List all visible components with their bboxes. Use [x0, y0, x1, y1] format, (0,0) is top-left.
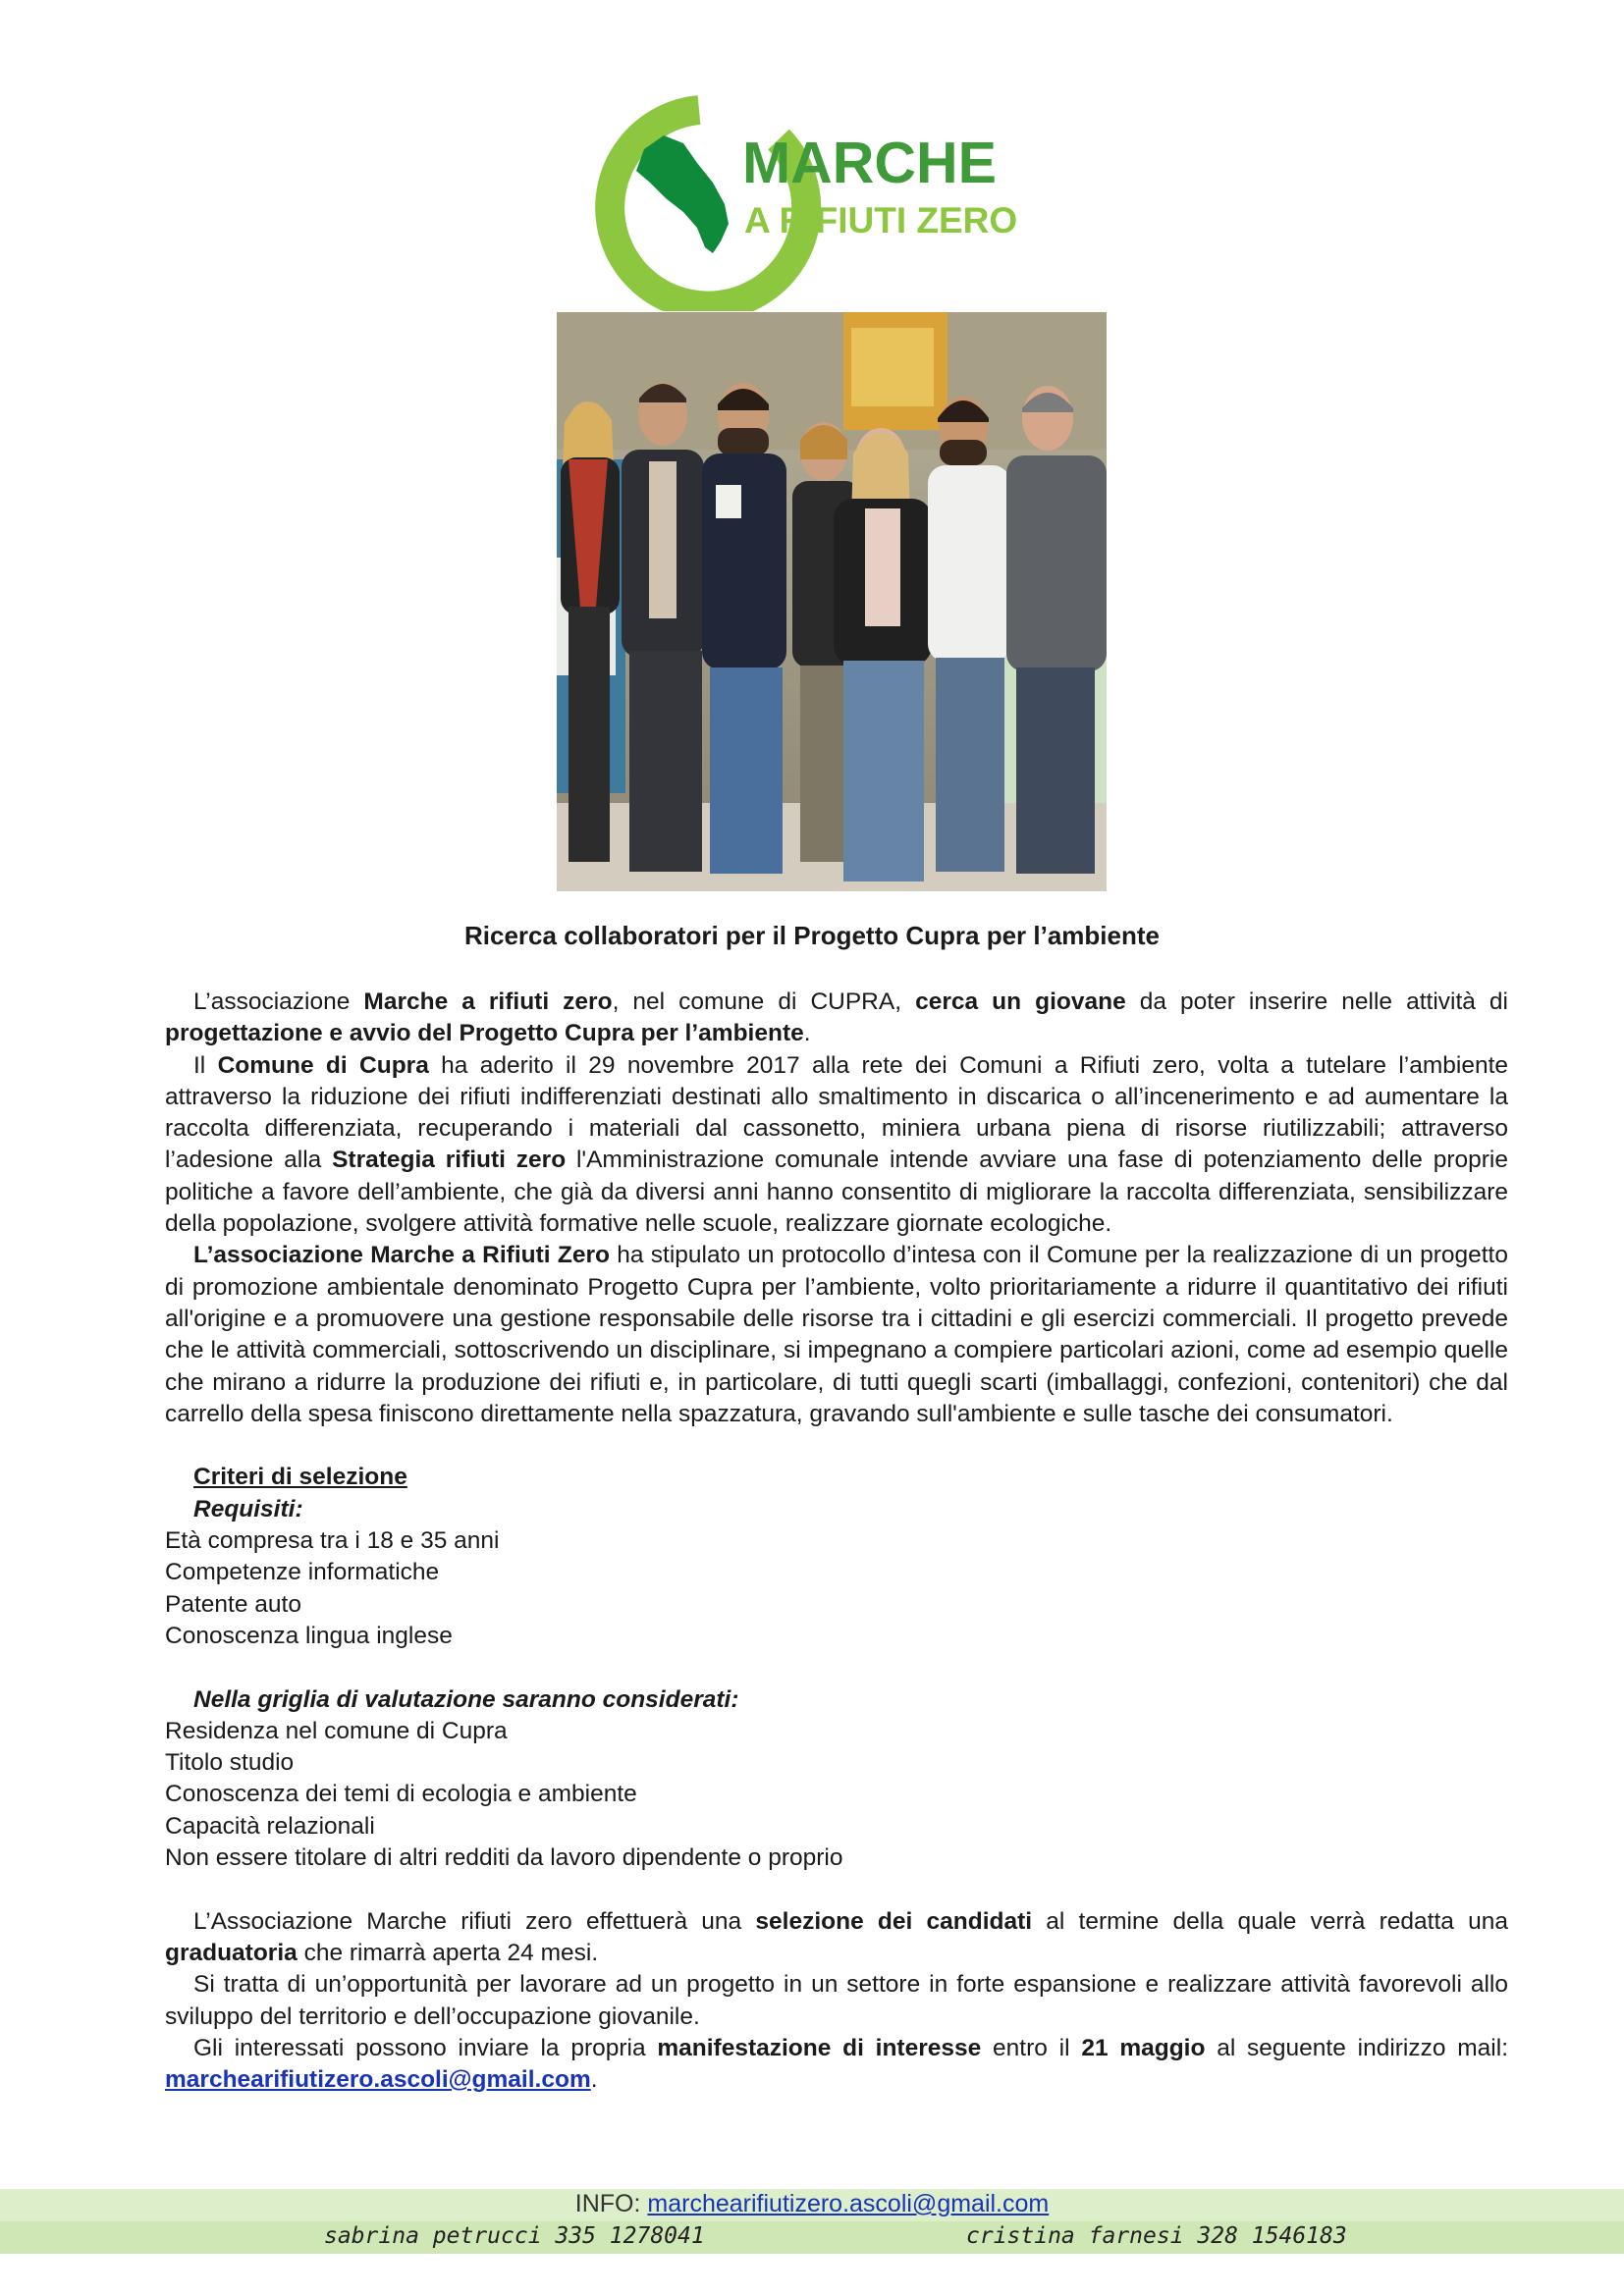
bold-run: L’associazione Marche a Rifiuti Zero [193, 1242, 610, 1269]
paragraph-opportunita [165, 1969, 1508, 2033]
requirement-item: Conoscenza lingua inglese [165, 1622, 453, 1649]
evaluation-item: Non essere titolare di altri redditi da lavoro dipendente o proprio [165, 1844, 843, 1872]
bold-run: graduatoria [165, 1939, 298, 1966]
bold-run: Comune di Cupra [217, 1051, 429, 1079]
requirements-heading [165, 1494, 1508, 1525]
bold-run: selezione dei candidati [755, 1907, 1033, 1935]
footer-email-link[interactable]: marchearifiutizero.ascoli@gmail.com [647, 2190, 1050, 2217]
paragraph-protocollo [165, 1240, 1508, 1430]
email-link[interactable]: marchearifiutizero.ascoli@gmail.com [165, 2066, 591, 2094]
evaluation-item: Capacità relazionali [165, 1812, 375, 1840]
text-run: Gli interessati possono inviare la propria [193, 2034, 658, 2061]
evaluation-item: Conoscenza dei temi di ecologia e ambiente [165, 1781, 637, 1808]
logo-text-rifiuti-zero: A RIFIUTI ZERO [744, 200, 1018, 240]
text-run: Il [193, 1051, 218, 1079]
footer-info-line [0, 2190, 1624, 2218]
text-run: . [803, 1020, 811, 1047]
evaluation-heading [165, 1684, 1508, 1716]
evaluation-item: Titolo studio [165, 1749, 295, 1777]
text-run: ha aderito il 29 novembre 2017 alla rete dei Comuni a Rifiuti zero, volta a tutelare l’ambiente attraverso la riduzione dei rifiuti indifferenziati destinati allo smaltimento in discarica o all’incenerimento e ad aumentare la raccolta differenziata, recuperando i materiali dal cassonetto, miniera urbana piena di risorse riutilizzabili; attraverso l’adesione alla [165, 1051, 1509, 1174]
paragraph-intro [165, 987, 1508, 1050]
text-run: al termine della quale verrà redatta una [1032, 1907, 1508, 1935]
requirement-item: Età compresa tra i 18 e 35 anni [165, 1527, 500, 1555]
text-run: Si tratta di un’opportunità per lavorare ad un progetto in un settore in forte espansione e realizzare attività favorevoli allo sviluppo del territorio e dell’occupazione giovanile. [165, 1971, 1508, 2030]
evaluation-item: Residenza nel comune di Cupra [165, 1717, 508, 1744]
paragraph-selezione [165, 1906, 1508, 1970]
info-label: INFO: [574, 2190, 641, 2217]
text-run: L’associazione [193, 988, 364, 1015]
bold-run: cerca un giovane [915, 988, 1126, 1015]
criteria-heading [165, 1462, 1508, 1493]
text-run: entro il [981, 2034, 1082, 2061]
marche-region-icon [636, 135, 729, 253]
bold-run: manifestazione di interesse [657, 2034, 982, 2061]
bold-run: progettazione e avvio del Progetto Cupra per l’ambiente [165, 1020, 804, 1047]
footer-band-bottom [0, 2221, 1624, 2254]
footer-info-band [0, 2189, 1624, 2254]
contact-cristina: cristina farnesi 328 1546183 [966, 2223, 1347, 2249]
text-run: l'Amministrazione comunale intende avviare una fase di potenziamento delle proprie politiche a favore dell’ambiente, che già da diversi anni hanno consentito di migliorare la raccolta differenziata, sensibilizzare della popolazione, svolgere attività formative nelle scuole, realizzare giornate ecologiche. [165, 1147, 1509, 1238]
document-body [165, 987, 1508, 2096]
text-run: al seguente indirizzo mail: [1205, 2034, 1508, 2061]
document-title: Ricerca collaboratori per il Progetto Cupra per l’ambiente [464, 921, 1160, 950]
paragraph-candidatura [165, 2033, 1508, 2097]
logo-text-marche: MARCHE [742, 131, 997, 195]
text-run: , nel comune di CUPRA, [612, 988, 916, 1015]
bold-run: 21 maggio [1081, 2034, 1206, 2061]
requirements-heading-text: Requisiti: [193, 1495, 303, 1522]
marche-rifiuti-zero-logo [568, 80, 1098, 311]
group-photo [557, 312, 1107, 891]
bold-run: Strategia rifiuti zero [332, 1147, 567, 1174]
text-run: . [590, 2066, 598, 2094]
requirement-item: Patente auto [165, 1590, 301, 1618]
text-run: da poter inserire nelle attività di [1125, 988, 1508, 1015]
text-run: ha stipulato un protocollo d’intesa con il Comune per la realizzazione di un progetto di promozione ambientale denominato Progetto Cupra per l’ambiente, volto prioritariamente a ridurre il quantitativo dei rifiuti all'origine e a promuovere una gestione responsabile delle risorse tra i cittadini e gli esercizi commerciali. Il progetto prevede che le attività commerciali, sottoscrivendo un disciplinare, si impegnano a compiere particolari azioni, come ad esempio quelle che mirano a ridurre la produzione dei rifiuti e, in particolare, di tutti quegli scarti (imballaggi, confezioni, contenitori) che dal carrello della spesa finiscono direttamente nella spazzatura, gravando sull'ambiente e sulle tasche dei consumatori. [165, 1242, 1508, 1427]
text-run: L’Associazione Marche rifiuti zero effettuerà una [193, 1907, 756, 1935]
text-run: che rimarrà aperta 24 mesi. [297, 1939, 599, 1966]
paragraph-comune [165, 1050, 1508, 1241]
contact-sabrina: sabrina petrucci 335 1278041 [324, 2223, 705, 2249]
requirement-item: Competenze informatiche [165, 1559, 440, 1586]
bold-run: Marche a rifiuti zero [363, 988, 613, 1015]
evaluation-heading-text: Nella griglia di valutazione saranno considerati: [193, 1685, 739, 1713]
criteria-heading-text: Criteri di selezione [193, 1464, 407, 1491]
